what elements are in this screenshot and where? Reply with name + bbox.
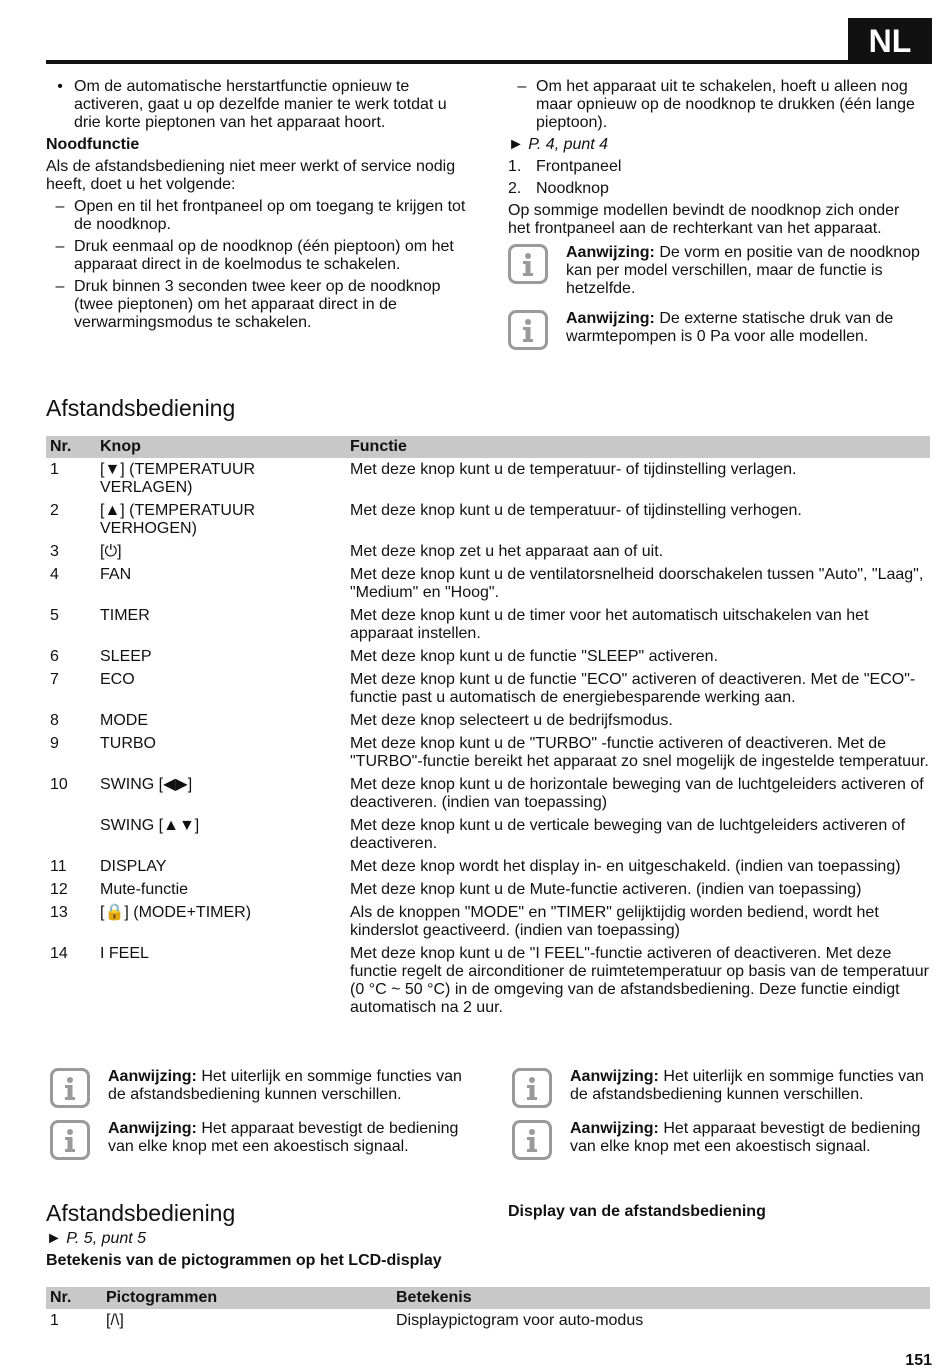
step-text: Druk binnen 3 seconden twee keer op de noodknop (twee pieptonen) om het apparaat direct in de verwarmingsmodus te schakelen. [74,278,441,331]
note-block [50,1068,470,1108]
bottom-notes-right [512,1068,928,1160]
bullet-item [46,78,471,132]
table-cell-functie: Met deze knop kunt u de "TURBO" -functie activeren of deactiveren. Met de "TURBO"-functie bereikt het apparaat zo snel mogelijk de ingestelde temperatuur. [350,735,929,770]
table-cell-functie: Met deze knop kunt u de horizontale beweging van de luchtgeleiders activeren of deactiveren. (indien van toepassing) [350,776,924,811]
item-number: 1. [508,158,522,175]
column-header: Pictogrammen [102,1287,392,1309]
pictogram-table [46,1287,930,1332]
table-cell-knop: ECO [100,671,135,688]
table-cell-knop: FAN [100,566,132,583]
table-cell-functie: Met deze knop kunt u de functie "ECO" activeren of deactiveren. Met de "ECO"-functie past u automatisch de energiebesparende werking aan. [350,671,916,706]
table-row [46,1309,930,1332]
table-cell-nr: 9 [50,735,59,752]
table-cell-nr: 11 [50,858,67,875]
note-block [50,1120,470,1160]
table-cell-knop: SLEEP [100,648,152,665]
table-cell-nr: 12 [50,881,68,898]
numbered-item [508,180,926,198]
table-cell-nr: 4 [50,566,59,583]
table-cell-functie: Met deze knop wordt het display in- en uitgeschakeld. (indien van toepassing) [350,858,901,875]
table-cell-picto: [/\] [106,1312,124,1329]
table-row [46,901,930,942]
table-row [46,942,930,1019]
table-cell-nr: 3 [50,543,59,560]
column-header: Functie [346,436,930,458]
table-header-row [46,436,930,458]
table-cell-functie: Met deze knop kunt u de Mute-functie activeren. (indien van toepassing) [350,881,862,898]
note-text [566,244,926,298]
table-cell-knop: TIMER [100,607,150,624]
item-number: 2. [508,180,522,197]
table-cell-knop: [▼] (TEMPERATUUR VERLAGEN) [100,461,256,496]
paragraph: Op sommige modellen bevindt de noodknop zich onder het frontpaneel aan de rechterkant van het apparaat. [508,202,900,237]
table-row [46,540,930,563]
section-title: Afstandsbediening [46,395,236,421]
table-row [46,458,930,499]
table-row [46,709,930,732]
info-icon [50,1068,90,1108]
note-block [512,1120,928,1160]
note-label: Aanwijzing: [108,1068,197,1085]
table-cell-nr [46,814,96,855]
subheading: Betekenis van de pictogrammen op het LCD-display [46,1252,442,1269]
note-body: Het uiterlijk en sommige functies van de afstandsbediening kunnen verschillen. [108,1068,462,1103]
table-row [46,604,930,645]
numbered-item [508,158,926,176]
table-cell-knop: TURBO [100,735,156,752]
dash-marker: – [55,238,65,255]
dash-marker: – [55,278,65,295]
display-heading: Display van de afstandsbediening [508,1203,766,1220]
note-block [508,310,926,350]
table-row [46,855,930,878]
table-cell-knop: Mute-functie [100,881,189,898]
header-rule [46,60,932,64]
page-number: 151 [905,1352,932,1369]
column-header: Betekenis [392,1287,930,1309]
table-row [46,732,930,773]
info-icon [50,1120,90,1160]
note-body: Het apparaat bevestigt de bediening van elke knop met een akoestisch signaal. [570,1120,921,1155]
bullet-text: Om de automatische herstartfunctie opnieuw te activeren, gaat u op dezelfde manier te werk totdat u drie korte pieptonen van het apparaat hoort. [74,78,447,131]
note-label: Aanwijzing: [570,1068,659,1085]
table-row [46,563,930,604]
table-row [46,645,930,668]
dash-marker: – [517,78,527,95]
note-body: Het uiterlijk en sommige functies van de afstandsbediening kunnen verschillen. [570,1068,924,1103]
note-label: Aanwijzing: [566,310,655,327]
table-cell-functie: Met deze knop kunt u de timer voor het automatisch uitschakelen van het apparaat instellen. [350,607,869,642]
left-column [46,78,471,332]
table-cell-nr: 5 [50,607,59,624]
table-cell-functie: Met deze knop kunt u de verticale beweging van de luchtgeleiders activeren of deactiveren. [350,817,906,852]
dash-marker: – [55,198,65,215]
step-text: Open en til het frontpaneel op om toegang te krijgen tot de noodknop. [74,198,466,233]
note-label: Aanwijzing: [566,244,655,261]
note-text [566,310,926,350]
table-cell-functie: Met deze knop kunt u de functie "SLEEP" activeren. [350,648,719,665]
info-icon [508,310,548,350]
language-tab: NL [848,18,932,64]
table-cell-functie: Met deze knop kunt u de temperatuur- of tijdinstelling verlagen. [350,461,797,478]
note-text [570,1120,928,1160]
info-icon [512,1120,552,1160]
table-cell-knop: [🔒] (MODE+TIMER) [100,904,252,921]
table-header-row [46,1287,930,1309]
note-text [570,1068,928,1108]
pointer-icon: ► [508,136,524,153]
note-block [512,1068,928,1108]
reference-text: P. 4, punt 4 [528,136,609,153]
step-item [508,78,926,132]
note-body: De vorm en positie van de noodknop kan per model verschillen, maar de functie is hetzelfde. [566,244,920,297]
page-reference [46,1230,146,1248]
table-cell-nr: 1 [50,461,59,478]
item-text: Frontpaneel [536,158,622,175]
table-cell-knop: I FEEL [100,945,149,962]
table-row [46,499,930,540]
info-icon [512,1068,552,1108]
table-cell-knop: SWING [◀▶] [100,776,193,793]
noodfunctie-intro: Als de afstandsbediening niet meer werkt of service nodig heeft, doet u het volgende: [46,158,456,193]
table-cell-knop: [⏻] [100,543,122,560]
step-text: Om het apparaat uit te schakelen, hoeft u alleen nog maar opnieuw op de noodknop te drukken (één lange pieptoon). [536,78,915,131]
bottom-notes-left [50,1068,470,1160]
table-row [46,773,930,814]
right-column [508,78,926,350]
table-cell-functie: Met deze knop selecteert u de bedrijfsmodus. [350,712,673,729]
table-cell-betekenis: Displaypictogram voor auto-modus [396,1312,644,1329]
info-icon [508,244,548,284]
table-cell-nr: 13 [50,904,68,921]
table-cell-functie: Met deze knop zet u het apparaat aan of uit. [350,543,664,560]
item-text: Noodknop [536,180,609,197]
table-cell-nr: 6 [50,648,59,665]
bullet-marker: • [57,78,63,95]
table-cell-functie: Als de knoppen "MODE" en "TIMER" gelijktijdig worden bediend, wordt het kinderslot geactiveerd. (indien van toepassing) [350,904,879,939]
step-item [46,198,471,234]
column-header: Nr. [46,436,96,458]
note-block [508,244,926,298]
table-row [46,878,930,901]
table-cell-functie: Met deze knop kunt u de ventilatorsnelheid doorschakelen tussen "Auto", "Laag", "Medium" en "Hoog". [350,566,924,601]
note-body: Het apparaat bevestigt de bediening van elke knop met een akoestisch signaal. [108,1120,459,1155]
note-text [108,1120,470,1160]
note-label: Aanwijzing: [108,1120,197,1137]
table-cell-knop: [▲] (TEMPERATUUR VERHOGEN) [100,502,256,537]
table-cell-nr: 7 [50,671,59,688]
note-label: Aanwijzing: [570,1120,659,1137]
reference-text: P. 5, punt 5 [66,1230,147,1247]
step-item [46,278,471,332]
buttons-table [46,436,930,1019]
step-item [46,238,471,274]
table-cell-nr: 14 [50,945,68,962]
note-text [108,1068,470,1108]
table-cell-knop: DISPLAY [100,858,167,875]
note-body: De externe statische druk van de warmtepompen is 0 Pa voor alle modellen. [566,310,894,345]
table-cell-knop: MODE [100,712,148,729]
page-reference [508,136,926,154]
table-cell-functie: Met deze knop kunt u de temperatuur- of tijdinstelling verhogen. [350,502,802,519]
column-header: Knop [96,436,346,458]
section-title: Afstandsbediening [46,1200,236,1226]
column-header: Nr. [46,1287,102,1309]
table-cell-nr: 1 [50,1312,59,1329]
table-cell-nr: 10 [50,776,68,793]
table-cell-knop: SWING [▲▼] [100,817,200,834]
table-cell-functie: Met deze knop kunt u de "I FEEL"-functie activeren of deactiveren. Met deze functie regelt de airconditioner de ruimtetemperatuur op basis van de temperatuur (0 °C ~ 50 °C) in de omgeving van de afstandsbediening. Deze functie eindigt automatisch na 2 uur. [350,945,929,1016]
pointer-icon: ► [46,1230,62,1247]
table-row [46,814,930,855]
table-cell-nr: 2 [50,502,59,519]
noodfunctie-heading: Noodfunctie [46,136,140,153]
table-cell-nr: 8 [50,712,59,729]
table-row [46,668,930,709]
step-text: Druk eenmaal op de noodknop (één pieptoon) om het apparaat direct in de koelmodus te schakelen. [74,238,454,273]
